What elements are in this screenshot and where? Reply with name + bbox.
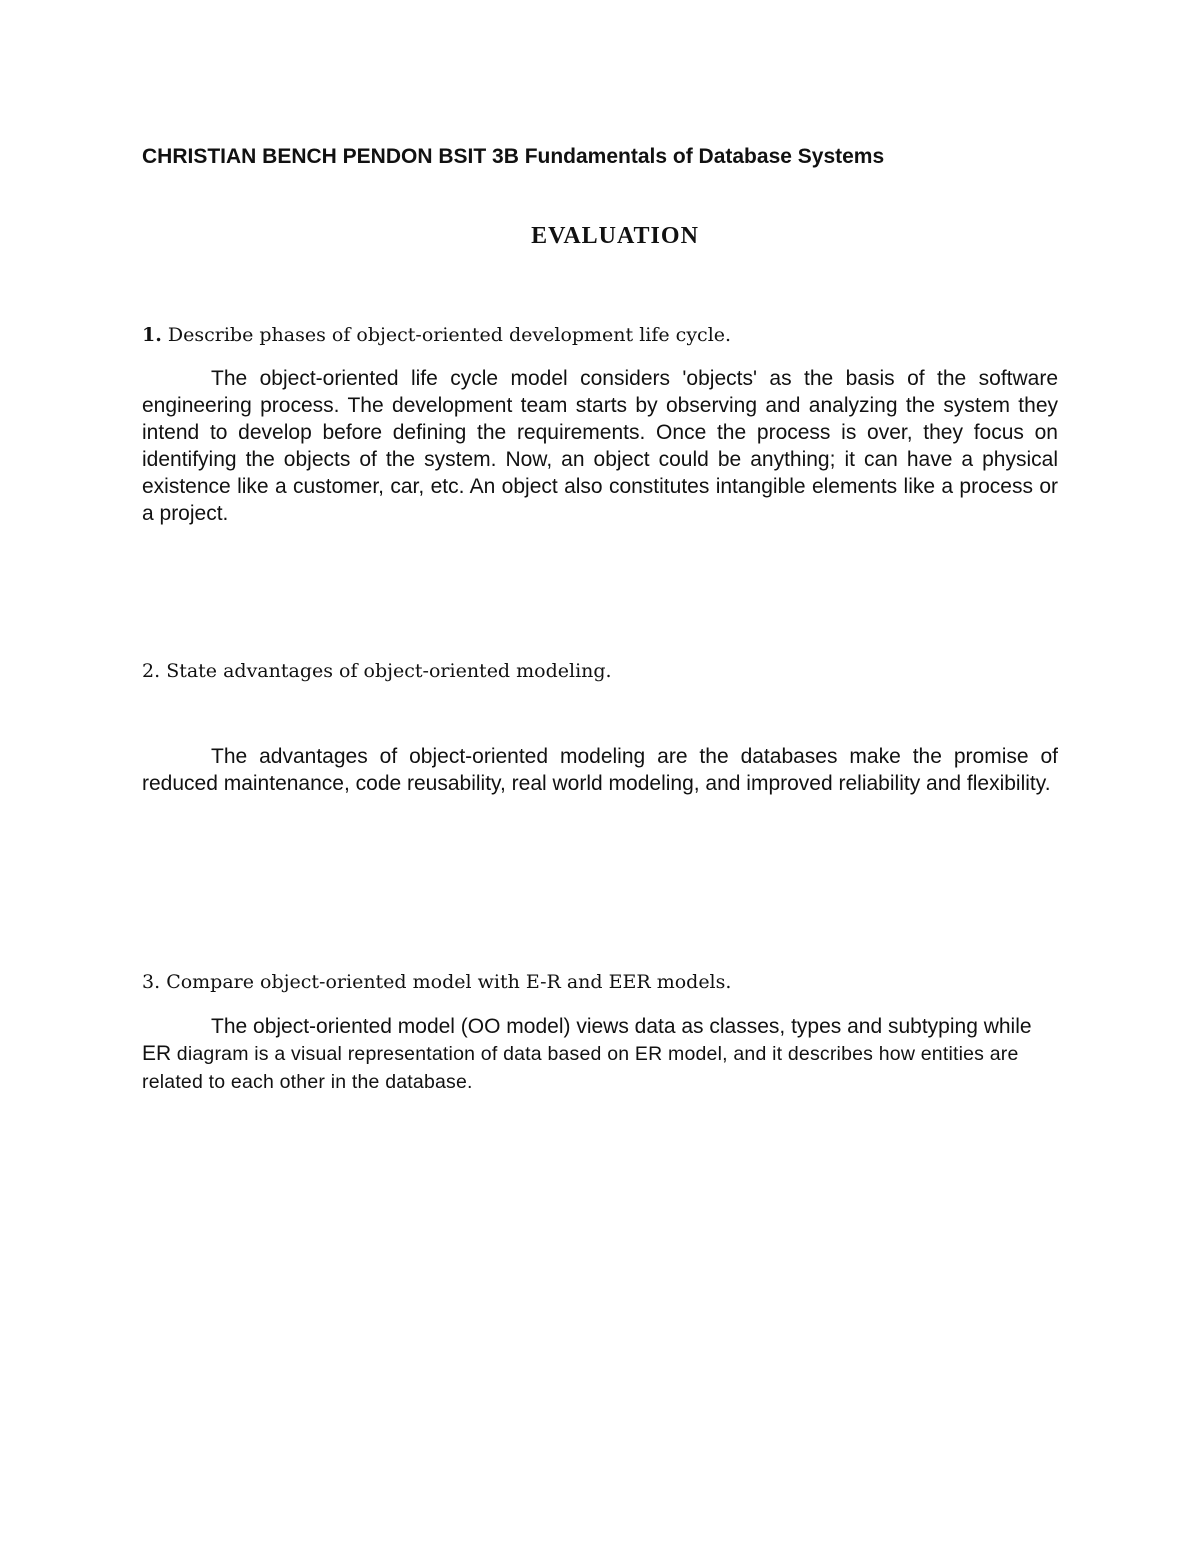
question-text: State advantages of object-oriented modeling. — [166, 660, 612, 682]
answer-1: The object-oriented life cycle model considers 'objects' as the basis of the software engineering process. The development team starts by observing and analyzing the system they intend to develop before defining the requirements. Once the process is over, they focus on identifying the objects of the system. Now, an object could be anything; it can have a physical existence like a customer, car, etc. An object also constitutes intangible elements like a process or a project. — [142, 367, 1058, 525]
page-title: EVALUATION — [531, 223, 699, 249]
answer-3-part-1: The object-oriented model (OO model) views data as classes, types and subtyping while ER — [142, 1015, 1032, 1065]
question-text: Describe phases of object-oriented development life cycle. — [167, 324, 732, 346]
question-number: 2. — [142, 660, 161, 682]
answer-3 — [142, 1013, 1058, 1096]
answer-3-part-2: diagram is a visual representation of data based on ER model, and it describes how entities are related to each other in the database. — [142, 1043, 1019, 1093]
answer-2: The advantages of object-oriented modeling are the databases make the promise of reduced maintenance, code reusability, real world modeling, and improved reliability and flexibility. — [142, 745, 1058, 795]
question-number: 1. — [142, 324, 162, 346]
question-2 — [142, 657, 1062, 685]
question-3 — [142, 968, 1062, 996]
question-1 — [142, 321, 1062, 349]
question-number: 3. — [142, 971, 161, 993]
question-text: Compare object-oriented model with E-R and EER models. — [166, 971, 732, 993]
document-header: CHRISTIAN BENCH PENDON BSIT 3B Fundamentals of Database Systems — [142, 145, 885, 168]
